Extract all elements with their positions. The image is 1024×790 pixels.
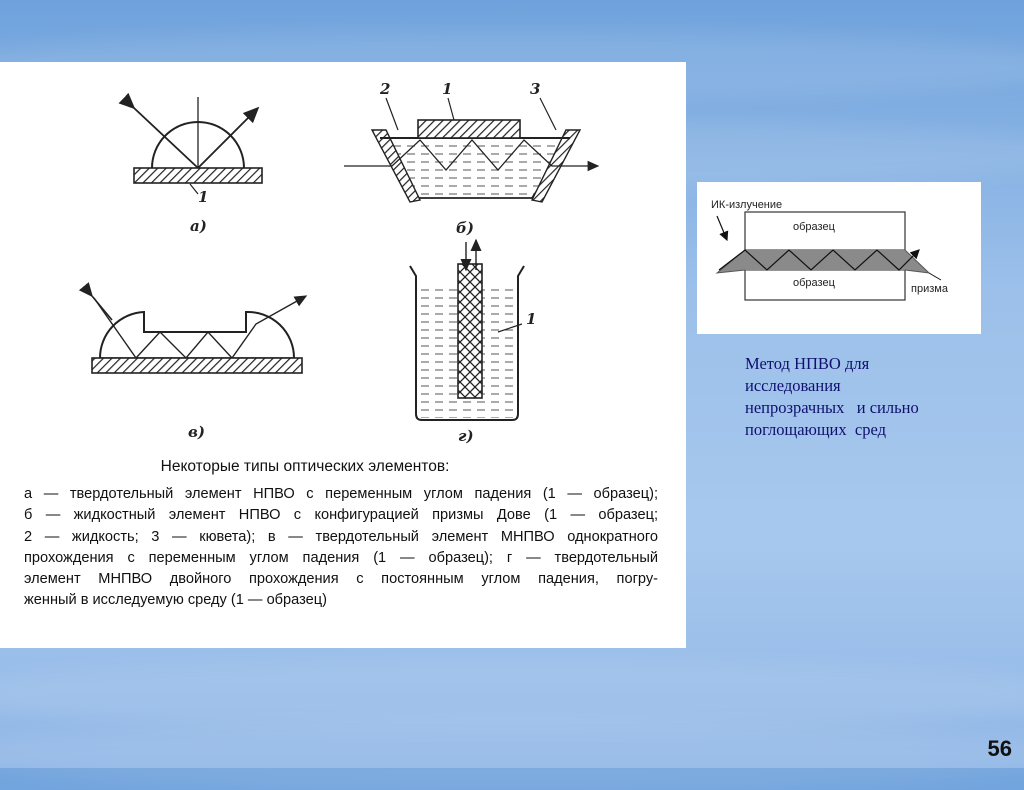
caption-line: 2 — жидкость; 3 — кювета); в — твердотельный элемент МНПВО однократного (24, 528, 658, 545)
note-line: непрозрачных и сильно (745, 398, 919, 417)
label-b: б) (456, 219, 474, 237)
element-a (134, 97, 262, 194)
caption-line: женный в исследуемую среду (1 — образец) (24, 592, 327, 609)
callout-1-b: 1 (442, 80, 453, 98)
ir-label: ИК-излучение (711, 199, 783, 211)
caption-line: прохождения с переменным углом падения (1 — образец); г — твердотельный (24, 549, 658, 566)
method-note (745, 353, 995, 441)
label-v: в) (188, 423, 205, 441)
callout-3-b: 3 (530, 80, 541, 98)
sample-top-label: образец (793, 221, 835, 233)
callout-1-a: 1 (198, 188, 209, 206)
element-v (92, 296, 306, 373)
label-g: г) (458, 427, 474, 445)
caption-line: б — жидкостный элемент НПВО с конфигурацией призмы Дове (1 — образец; (24, 507, 658, 524)
sample-bottom-label: образец (793, 277, 835, 289)
figure-caption-body (24, 484, 658, 612)
element-b (344, 98, 598, 202)
page-number: 56 (987, 736, 1012, 761)
optical-elements-figure (0, 62, 686, 648)
caption-line: а — твердотельный элемент НПВО с переменным углом падения (1 — образец); (24, 486, 658, 502)
note-line: поглощающих сред (745, 420, 886, 439)
atr-diagram-drawing (697, 182, 981, 334)
callout-1-g: 1 (526, 310, 537, 328)
caption-line: элемент МНПВО двойного прохождения с постоянным углом падения, погру- (24, 571, 658, 588)
atr-diagram (697, 182, 981, 334)
label-a: а) (190, 217, 207, 235)
element-g (410, 240, 524, 420)
prism-label: призма (911, 283, 948, 295)
figure-caption-title: Некоторые типы оптических элементов: (160, 458, 450, 475)
note-line: исследования (745, 376, 841, 395)
note-line: Метод НПВО для (745, 354, 870, 373)
callout-2-b: 2 (380, 80, 391, 98)
optical-elements-drawing (0, 62, 686, 452)
